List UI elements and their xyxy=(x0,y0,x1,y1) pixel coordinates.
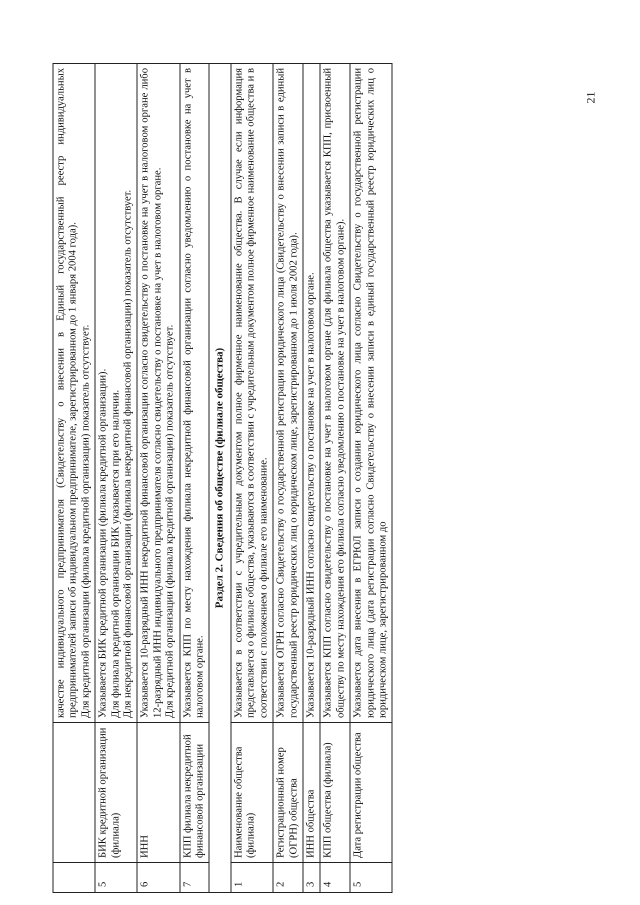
field-description xyxy=(303,64,320,723)
field-description xyxy=(137,64,179,723)
description-line: Указывается ОГРН согласно Свидетельству о государственной регистрации юридического лица (Свидетельству о внесении записи в единый государственный реестр юридических лиц о юридическом лице, зарегистрированном до 1 июля 2002 года). xyxy=(275,68,299,718)
field-description xyxy=(95,64,137,723)
table-row xyxy=(320,64,350,893)
table-row xyxy=(350,64,392,893)
row-number: 3 xyxy=(303,863,320,893)
page-number: 21 xyxy=(583,91,598,104)
description-line: Указывается в соответствии с учредительным документом полное фирменное наименование общества. В случае если информация представляется о филиале общества, указываются в соответствии с учредительным документом полное фирменное наименование общества и в соответствии с положением о филиале его наименование. xyxy=(233,68,270,718)
row-number: 2 xyxy=(273,863,303,893)
description-line: Указывается 10-разрядный ИНН некредитной финансовой организации согласно свидетельству о постановке на учет в налоговом органе либо 12-разрядный ИНН индивидуального предпринимателя согласно свидетельству о постановке на учет в налоговом органе. xyxy=(139,68,164,718)
table-row xyxy=(95,64,137,893)
field-name: ИНН xyxy=(137,723,179,863)
table-row xyxy=(303,64,320,893)
field-description xyxy=(231,64,273,723)
field-description xyxy=(180,64,210,723)
table-row xyxy=(137,64,179,893)
description-line: Для кредитной организации (филиала кредитной организации) показатель отсутствует. xyxy=(80,324,92,718)
description-line: Для некредитной финансовой организации (филиала некредитной финансовой организации) показатель отсутствует. xyxy=(122,189,134,718)
field-description xyxy=(320,64,350,723)
rotated-page-content xyxy=(53,63,578,893)
section-row xyxy=(209,64,230,893)
field-name xyxy=(53,723,95,863)
field-name: КПП общества (филиала) xyxy=(320,723,350,863)
field-name: Наименование общества (филиала) xyxy=(231,723,273,863)
field-description xyxy=(350,64,392,723)
description-line: Указывается 10-разрядный ИНН согласно свидетельству о постановке на учет в налоговом органе. xyxy=(305,272,317,718)
row-number: 4 xyxy=(320,863,350,893)
field-description xyxy=(273,64,303,723)
row-number: 7 xyxy=(180,863,210,893)
field-name: Регистрационный номер (ОГРН) общества xyxy=(273,723,303,863)
table-row xyxy=(231,64,273,893)
description-line: Указывается КПП согласно свидетельству о постановке на учет в налоговом органе (для филиала общества указывается КПП, присвоенный обществу по месту нахождения его филиала согласно уведомлению о постановке на учет в налоговом органе). xyxy=(322,68,347,718)
row-number: 1 xyxy=(231,863,273,893)
row-number xyxy=(53,863,95,893)
table-row xyxy=(273,64,303,893)
table-row xyxy=(180,64,210,893)
description-line: Указывается дата внесения в ЕГРЮЛ записи о создании юридического лица согласно Свидетельству о государственной регистрации юридического лица (дата регистрации согласно Свидетельству о внесении записи в единый государственный реестр юридических лиц о юридическом лице, зарегистрированном до xyxy=(352,68,389,718)
row-number: 6 xyxy=(137,863,179,893)
row-number: 5 xyxy=(350,863,392,893)
description-line: Указывается КПП по месту нахождения филиала некредитной финансовой организации согласно уведомлению о постановке на учет в налоговом органе. xyxy=(182,68,206,718)
field-description xyxy=(53,64,95,723)
description-line: качестве индивидуального предпринимателя (Свидетельству о внесении в Единый государственный реестр индивидуальных предпринимателей записи об индивидуальном предпринимателе, зарегистрированном до 1 января 2004 года). xyxy=(55,68,79,718)
row-number: 5 xyxy=(95,863,137,893)
fields-table xyxy=(53,63,393,893)
table-row xyxy=(53,64,95,893)
description-line: Указывается БИК кредитной организации (филиала кредитной организации). xyxy=(97,368,109,718)
section-title: Раздел 2. Сведения об обществе (филиале общества) xyxy=(209,64,230,893)
field-name: КПП филиала некредитной финансовой организации xyxy=(180,723,210,863)
field-name: БИК кредитной организации (филиала) xyxy=(95,723,137,863)
description-line: Для филиала кредитной организации БИК указывается при его наличии. xyxy=(110,389,122,718)
field-name: Дата регистрации общества xyxy=(350,723,392,863)
description-line: Для кредитной организации (филиала кредитной организации) показатель отсутствует. xyxy=(164,324,176,718)
field-name: ИНН общества xyxy=(303,723,320,863)
